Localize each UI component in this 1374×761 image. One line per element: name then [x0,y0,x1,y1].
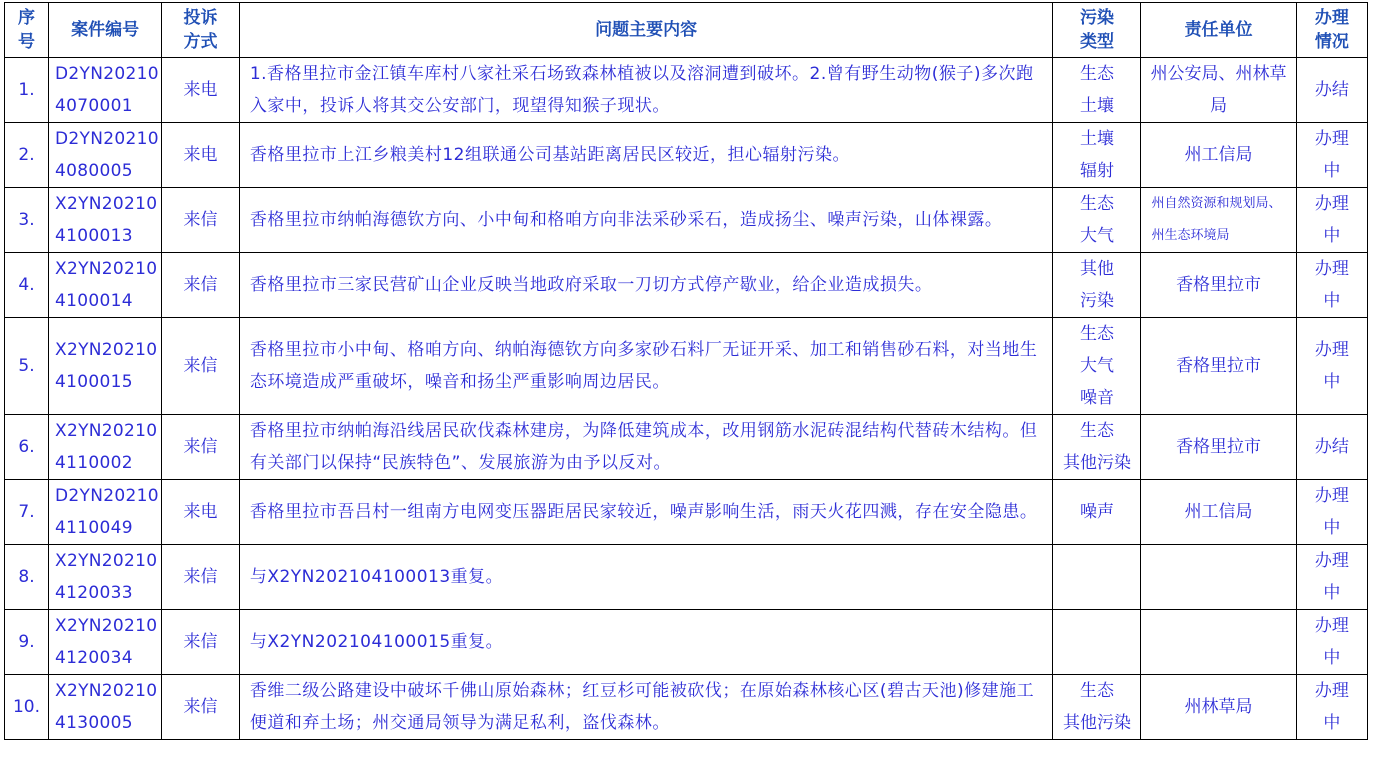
cell-content: 1.香格里拉市金江镇车库村八家社采石场致森林植被以及溶洞遭到破坏。2.曾有野生动物(猴子)多次跑入家中，投诉人将其交公安部门，现望得知猴子现状。 [239,58,1053,123]
table-row [5,318,1368,415]
table-row [5,415,1368,480]
cell-case-no: X2YN20210 4110002 [49,415,162,480]
cell-seq: 1. [5,58,49,123]
cell-type [1053,610,1141,675]
cell-method: 来信 [162,415,240,480]
header-pollution-type: 污染 类型 [1053,3,1141,58]
cell-type: 土壤 辐射 [1053,123,1141,188]
cell-content: 香格里拉市纳帕海德钦方向、小中甸和格咱方向非法采砂采石，造成扬尘、噪声污染，山体裸露。 [239,188,1053,253]
cell-seq: 10. [5,675,49,740]
cell-content: 与X2YN202104100015重复。 [239,610,1053,675]
cell-case-no: X2YN20210 4100014 [49,253,162,318]
cell-seq: 9. [5,610,49,675]
header-responsible-unit: 责任单位 [1141,3,1296,58]
header-method: 投诉 方式 [162,3,240,58]
table-row [5,480,1368,545]
cell-case-no: X2YN20210 4100015 [49,318,162,415]
table-row [5,545,1368,610]
header-status: 办理 情况 [1296,3,1367,58]
cell-type: 生态 其他污染 [1053,415,1141,480]
cell-case-no: X2YN20210 4100013 [49,188,162,253]
cell-status: 办理 中 [1296,123,1367,188]
cell-content: 香格里拉市吾吕村一组南方电网变压器距居民家较近，噪声影响生活，雨天火花四溅，存在安全隐患。 [239,480,1053,545]
cell-seq: 7. [5,480,49,545]
header-content: 问题主要内容 [239,3,1053,58]
cell-type: 生态 大气 噪音 [1053,318,1141,415]
cell-case-no: D2YN20210 4080005 [49,123,162,188]
header-seq: 序 号 [5,3,49,58]
cell-content: 香格里拉市小中甸、格咱方向、纳帕海德钦方向多家砂石料厂无证开采、加工和销售砂石料，对当地生态环境造成严重破坏，噪音和扬尘严重影响周边居民。 [239,318,1053,415]
cell-content: 香维二级公路建设中破坏千佛山原始森林；红豆杉可能被砍伐；在原始森林核心区(碧古天池)修建施工便道和弃土场；州交通局领导为满足私利，盗伐森林。 [239,675,1053,740]
cell-status: 办理 中 [1296,188,1367,253]
cell-method: 来电 [162,123,240,188]
header-row [5,3,1368,58]
cell-method: 来信 [162,545,240,610]
complaint-table [4,2,1368,740]
cell-case-no: D2YN20210 4070001 [49,58,162,123]
cell-type: 生态 大气 [1053,188,1141,253]
cell-type [1053,545,1141,610]
cell-case-no: X2YN20210 4120033 [49,545,162,610]
cell-case-no: X2YN20210 4130005 [49,675,162,740]
cell-content: 香格里拉市上江乡粮美村12组联通公司基站距离居民区较近，担心辐射污染。 [239,123,1053,188]
table-body [5,58,1368,740]
cell-type: 其他 污染 [1053,253,1141,318]
cell-content: 香格里拉市三家民营矿山企业反映当地政府采取一刀切方式停产歇业，给企业造成损失。 [239,253,1053,318]
cell-type: 生态 其他污染 [1053,675,1141,740]
cell-status: 办结 [1296,58,1367,123]
cell-unit: 香格里拉市 [1141,318,1296,415]
table-row [5,253,1368,318]
cell-method: 来信 [162,675,240,740]
cell-status: 办理 中 [1296,253,1367,318]
table-row [5,58,1368,123]
cell-seq: 3. [5,188,49,253]
cell-status: 办理 中 [1296,318,1367,415]
cell-unit: 州自然资源和规划局、州生态环境局 [1141,188,1296,253]
cell-type: 噪声 [1053,480,1141,545]
cell-content: 香格里拉市纳帕海沿线居民砍伐森林建房，为降低建筑成本，改用钢筋水泥砖混结构代替砖木结构。但有关部门以保持“民族特色”、发展旅游为由予以反对。 [239,415,1053,480]
cell-method: 来信 [162,253,240,318]
cell-seq: 2. [5,123,49,188]
cell-unit [1141,610,1296,675]
header-case-no: 案件编号 [49,3,162,58]
cell-unit: 州工信局 [1141,480,1296,545]
cell-case-no: X2YN20210 4120034 [49,610,162,675]
cell-unit: 州工信局 [1141,123,1296,188]
cell-unit: 香格里拉市 [1141,253,1296,318]
table-row [5,188,1368,253]
cell-seq: 8. [5,545,49,610]
cell-unit: 香格里拉市 [1141,415,1296,480]
cell-unit: 州公安局、州林草局 [1141,58,1296,123]
cell-unit [1141,545,1296,610]
cell-unit: 州林草局 [1141,675,1296,740]
cell-content: 与X2YN202104100013重复。 [239,545,1053,610]
cell-status: 办理 中 [1296,675,1367,740]
table-row [5,610,1368,675]
table-row [5,123,1368,188]
cell-method: 来信 [162,188,240,253]
cell-method: 来电 [162,58,240,123]
cell-seq: 5. [5,318,49,415]
cell-status: 办理 中 [1296,545,1367,610]
cell-status: 办结 [1296,415,1367,480]
cell-method: 来信 [162,610,240,675]
cell-status: 办理 中 [1296,610,1367,675]
cell-method: 来电 [162,480,240,545]
cell-method: 来信 [162,318,240,415]
cell-seq: 4. [5,253,49,318]
cell-status: 办理 中 [1296,480,1367,545]
cell-type: 生态 土壤 [1053,58,1141,123]
cell-case-no: D2YN20210 4110049 [49,480,162,545]
cell-seq: 6. [5,415,49,480]
table-row [5,675,1368,740]
